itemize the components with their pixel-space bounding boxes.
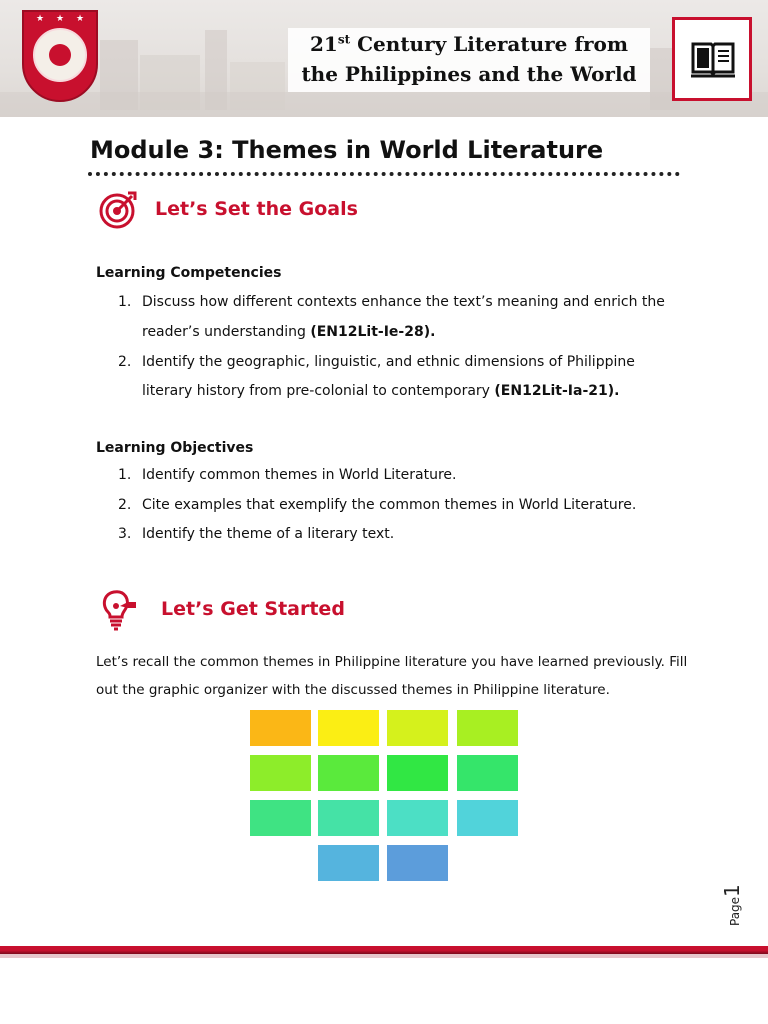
lightbulb-icon <box>98 588 138 636</box>
footer-rule <box>0 946 768 954</box>
header-banner <box>0 0 768 117</box>
course-title-line-1: 21st Century Literature from <box>310 32 628 56</box>
target-icon <box>98 190 138 234</box>
list-number: 2. <box>118 497 132 513</box>
organizer-box <box>387 755 448 791</box>
module-title: Module 3: Themes in World Literature <box>90 136 604 164</box>
organizer-box <box>387 710 448 746</box>
list-number: 1. <box>118 294 132 310</box>
list-item-continued: reader’s understanding (EN12Lit-Ie-28). <box>142 324 436 340</box>
list-item: Discuss how different contexts enhance the text’s meaning and enrich the <box>142 294 665 310</box>
objectives-heading: Learning Objectives <box>96 440 254 456</box>
organizer-box <box>250 755 311 791</box>
list-item: Identify common themes in World Literature. <box>142 467 457 483</box>
organizer-box <box>457 710 518 746</box>
competency-code: (EN12Lit-Ia-21). <box>494 383 620 399</box>
footer-rule-shadow <box>0 954 768 958</box>
page-number <box>712 882 762 932</box>
competencies-heading: Learning Competencies <box>96 265 282 281</box>
dotted-divider <box>88 172 680 176</box>
instruction-line-1: Let’s recall the common themes in Philippine literature you have learned previously. Fill <box>96 654 688 670</box>
list-number: 2. <box>118 354 132 370</box>
college-seal-icon: ★ ★ ★ <box>22 10 98 102</box>
organizer-box <box>457 800 518 836</box>
list-number: 3. <box>118 526 132 542</box>
organizer-box <box>318 710 379 746</box>
organizer-box <box>318 755 379 791</box>
list-item: Identify the theme of a literary text. <box>142 526 395 542</box>
competency-code: (EN12Lit-Ie-28). <box>310 324 436 340</box>
page-number-value: 1 <box>720 884 744 897</box>
organizer-box <box>250 710 311 746</box>
organizer-box <box>318 845 379 881</box>
organizer-box <box>318 800 379 836</box>
list-item: Cite examples that exemplify the common themes in World Literature. <box>142 497 637 513</box>
organizer-box <box>457 755 518 791</box>
started-heading: Let’s Get Started <box>161 598 345 620</box>
organizer-box <box>250 800 311 836</box>
list-number: 1. <box>118 467 132 483</box>
organizer-box <box>387 800 448 836</box>
instruction-line-2: out the graphic organizer with the discussed themes in Philippine literature. <box>96 682 610 698</box>
goals-heading: Let’s Set the Goals <box>155 198 358 220</box>
organizer-box <box>387 845 448 881</box>
open-book-icon <box>672 17 752 101</box>
list-item-continued: literary history from pre-colonial to contemporary (EN12Lit-Ia-21). <box>142 383 620 399</box>
page-word: Page <box>728 896 742 926</box>
course-title-line-2: the Philippines and the World <box>301 62 637 86</box>
course-title <box>288 28 650 92</box>
list-item: Identify the geographic, linguistic, and ethnic dimensions of Philippine <box>142 354 635 370</box>
